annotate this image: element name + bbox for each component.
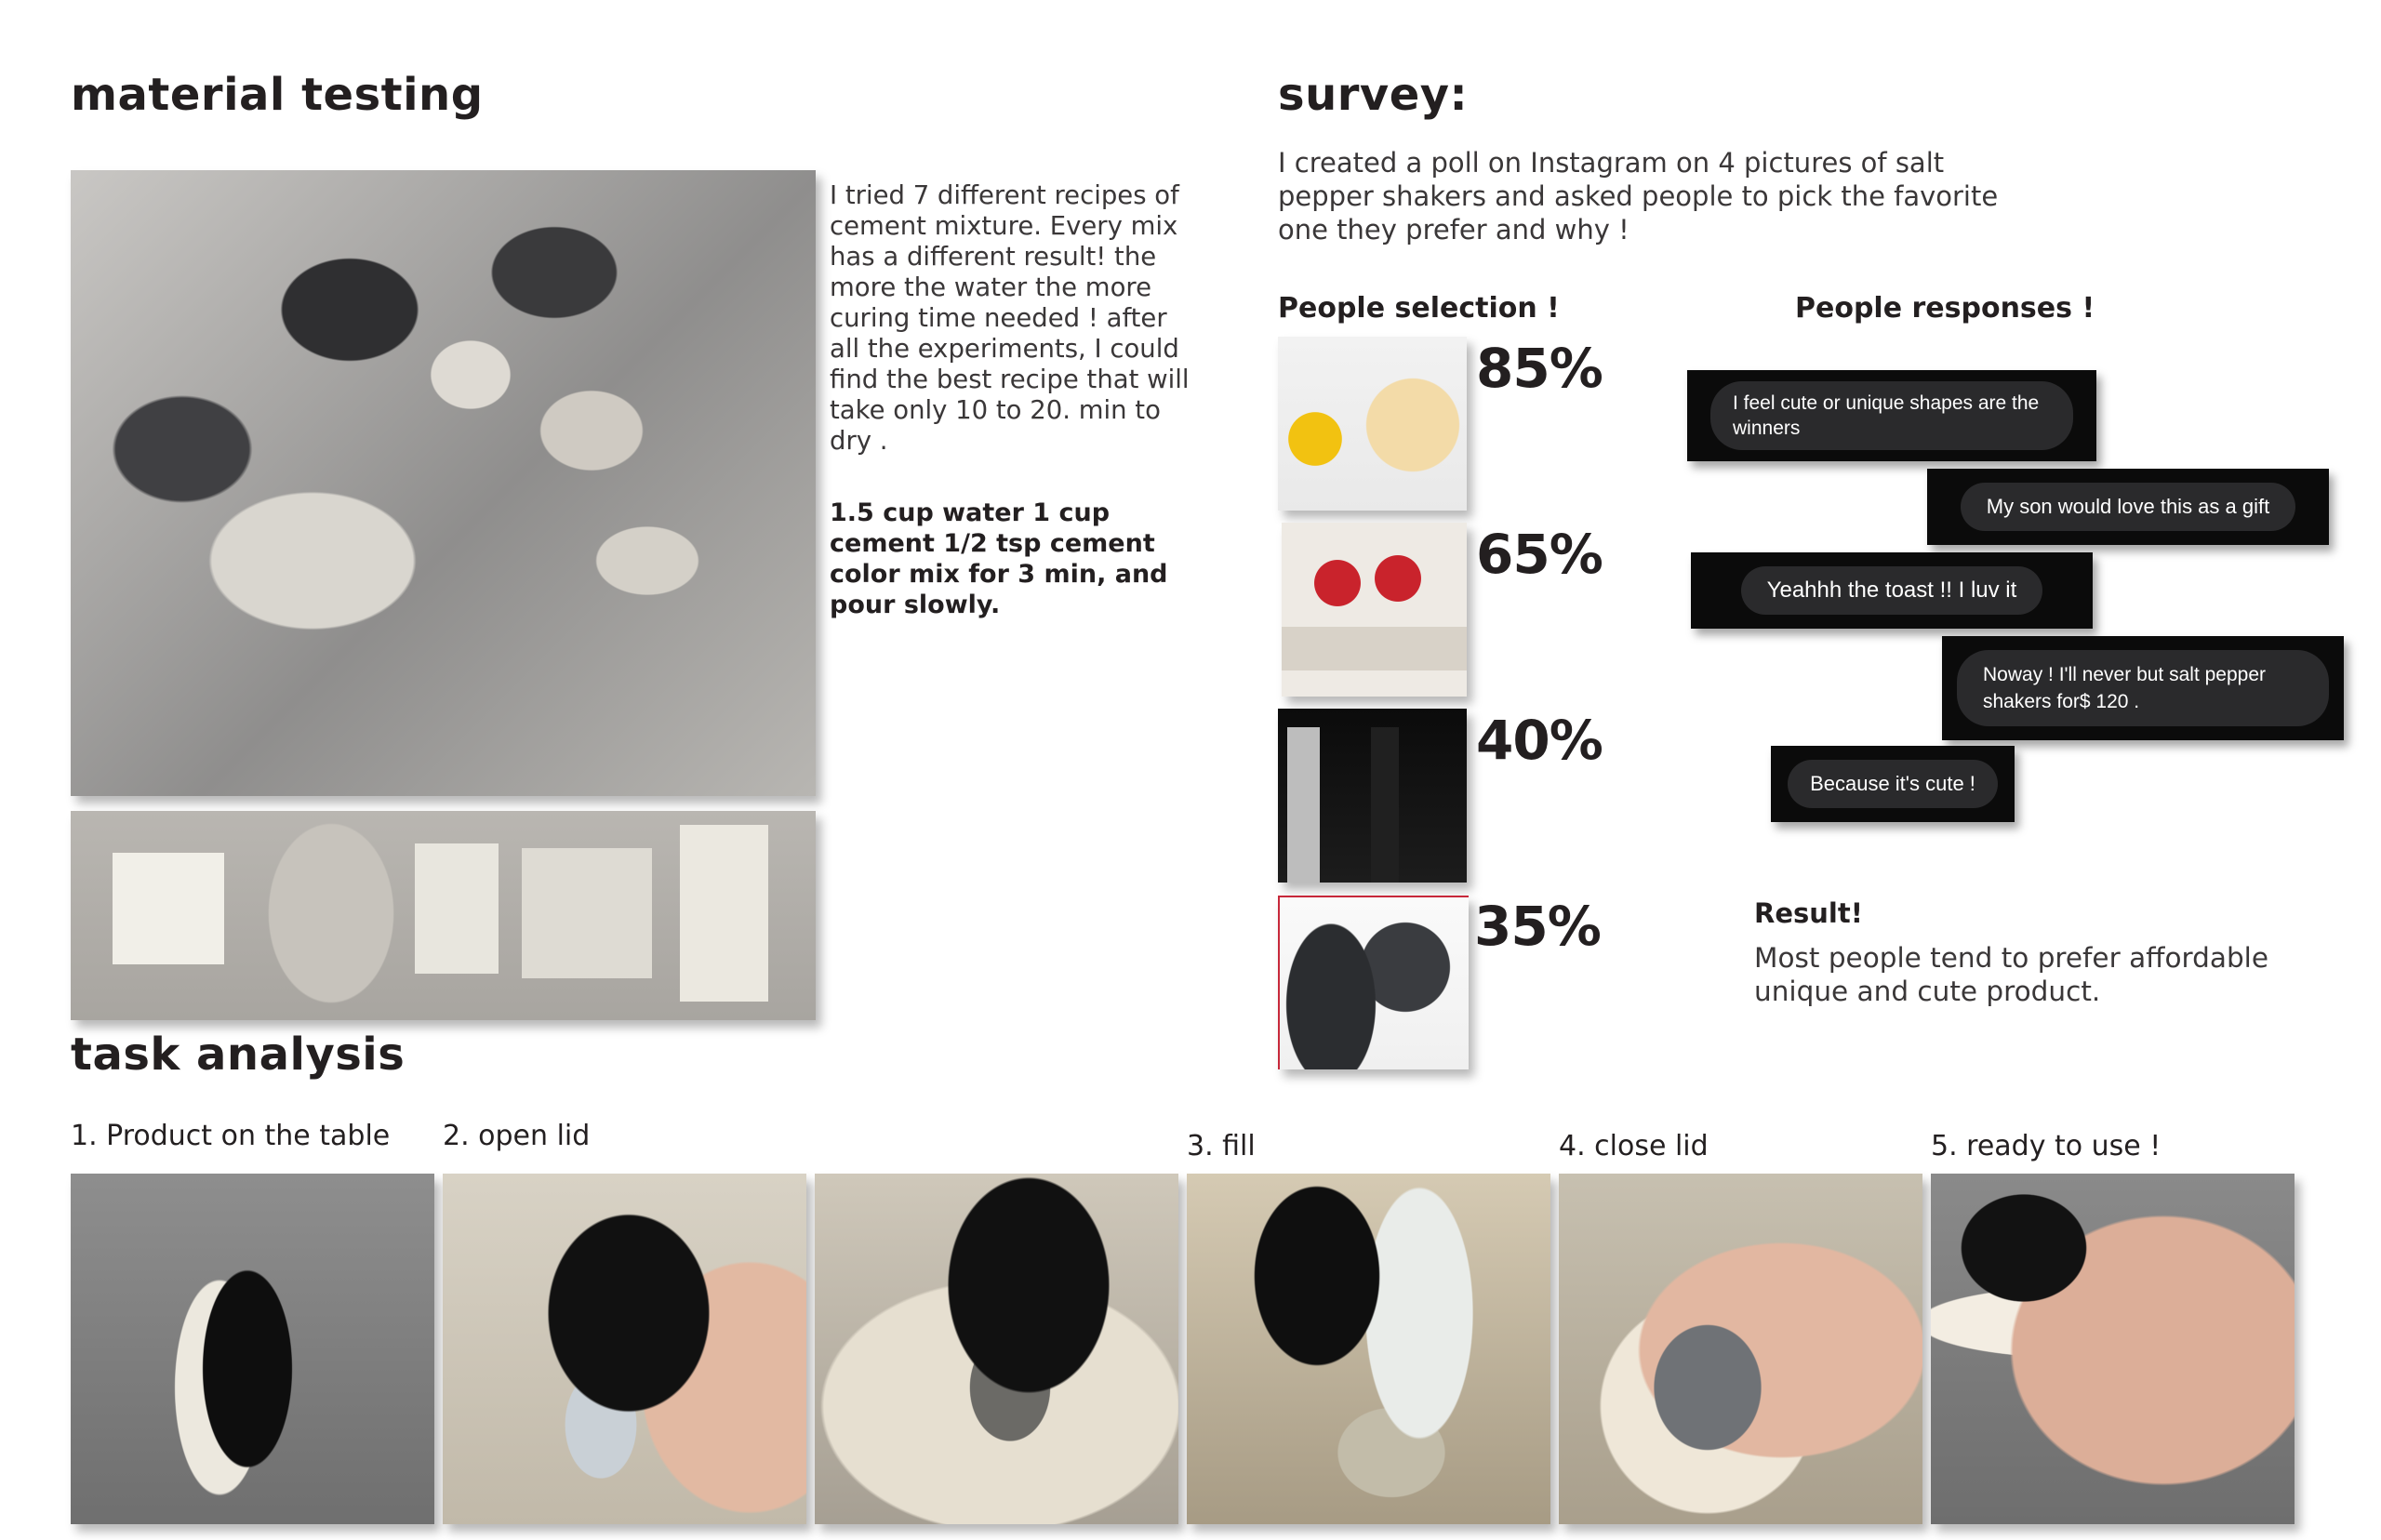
task-photo-close-lid [1559,1174,1922,1524]
task-analysis-heading: task analysis [71,1029,406,1081]
response-text-3: Yeahhh the toast !! I luv it [1741,566,2043,615]
step-label-4: 4. close lid [1559,1130,1709,1162]
step-label-2: 2. open lid [443,1120,591,1152]
task-photo-open-lid [443,1174,806,1524]
result-title: Result! [1754,897,1863,929]
survey-heading: survey: [1278,69,1469,121]
response-bubble-5 [1771,746,2015,822]
step-label-3: 3. fill [1187,1130,1256,1162]
response-text-2: My son would love this as a gift [1961,483,2295,531]
task-photo-ready-to-use [1931,1174,2295,1524]
people-responses-title: People responses ! [1795,292,2095,325]
selection-percent-1: 85% [1476,337,1603,400]
response-bubble-2 [1927,469,2329,545]
response-text-4: Noway ! I'll never but salt pepper shakers for$ 120 . [1957,650,2329,726]
people-selection-title: People selection ! [1278,292,1560,325]
recipe-text: 1.5 cup water 1 cup cement 1/2 tsp cement color mix for 3 min, and pour slowly. [830,498,1168,619]
response-bubble-3 [1691,552,2093,629]
response-text-1: I feel cute or unique shapes are the winners [1710,381,2073,450]
strawberry-shaker-photo [1282,523,1467,697]
material-description: I tried 7 different recipes of cement mixture. Every mix has a different result! the more the water the more curing time needed ! after all the experiments, I could find the best recipe that will take only 10 to 20. min to dry . [830,180,1190,456]
response-bubble-1 [1687,370,2096,461]
response-text-5: Because it's cute ! [1788,760,1998,808]
selection-percent-4: 35% [1474,895,1601,958]
step-label-5: 5. ready to use ! [1931,1130,2162,1162]
black-shaker-photo [1278,896,1469,1069]
task-photo-fill [1187,1174,1550,1524]
selection-percent-3: 40% [1476,709,1603,772]
toast-shaker-photo [1278,337,1467,511]
cement-pieces-photo [71,170,816,796]
grinder-shaker-photo [1278,709,1467,883]
task-photo-open-lid-2 [815,1174,1178,1524]
material-testing-heading: material testing [71,69,484,121]
task-photo-product-on-table [71,1174,434,1524]
result-text: Most people tend to prefer affordable unique and cute product. [1754,942,2269,1007]
selection-percent-2: 65% [1476,523,1603,586]
cement-tiles-photo [71,811,816,1020]
survey-intro: I created a poll on Instagram on 4 pictures of salt pepper shakers and asked people to pick the favorite one they prefer and why ! [1278,147,1999,246]
step-label-1: 1. Product on the table [71,1120,391,1152]
response-bubble-4 [1942,636,2344,740]
